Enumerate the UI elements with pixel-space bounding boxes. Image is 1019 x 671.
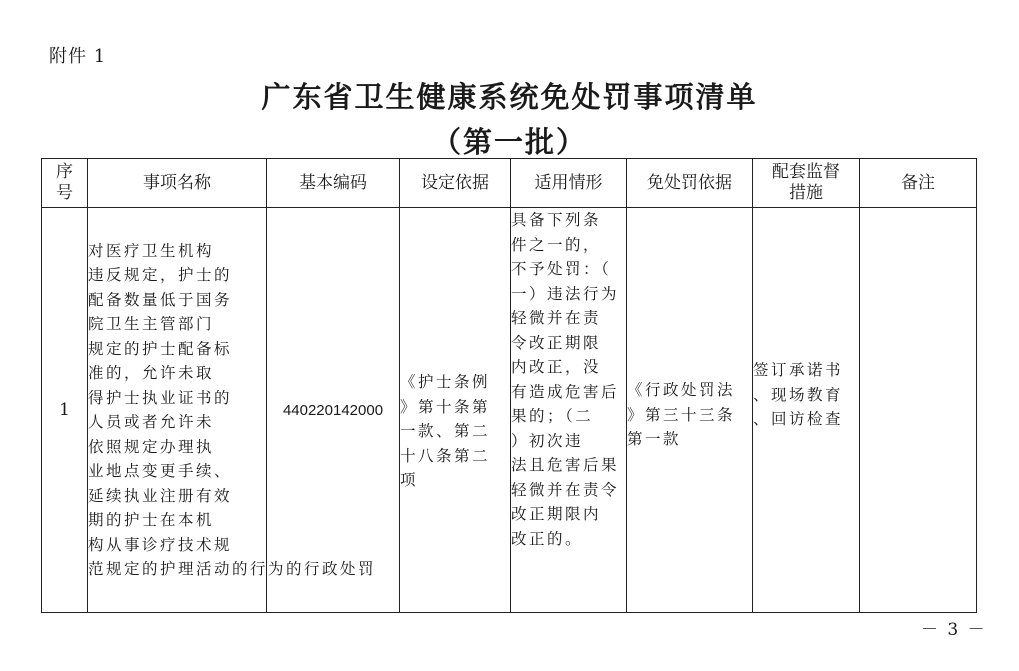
text-line: 、回访检查 (753, 410, 844, 428)
exemption-basis-text (627, 378, 752, 452)
text-line: 令改正期限 (511, 333, 602, 352)
page-number: － 3 － (921, 620, 987, 640)
text-line: 一款、第二 (400, 422, 491, 440)
col-header-remarks: 备注 (860, 159, 977, 208)
text-line: 法且危害后果 (511, 456, 620, 474)
cell-exemption-basis (627, 208, 753, 613)
text-line: 得护士执业证书的 (88, 388, 233, 407)
text-line: 件之一的， (511, 235, 602, 254)
text-line: 业地点变更手续、 (88, 462, 233, 480)
text-line: 改正期限内 (511, 505, 602, 523)
document-title: 广东省卫生健康系统免处罚事项清单 (261, 80, 758, 114)
text-line: 轻微并在责令 (511, 480, 620, 499)
text-line: 配备数量低于国务 (88, 290, 233, 309)
text-line: 具备下列条 (511, 211, 602, 229)
cell-applicable-situation (511, 208, 627, 613)
text-line: 违反规定，护士的 (88, 266, 233, 284)
text-line: 项 (400, 471, 419, 489)
cell-remarks (860, 208, 977, 613)
applicable-situation-text (511, 208, 626, 551)
text-line: 《行政处罚法 (627, 381, 736, 399)
col-header-item-name: 事项名称 (88, 159, 267, 208)
cell-seq: 1 (42, 208, 88, 613)
text-line: 不予处罚：（ (511, 260, 612, 278)
text-line: 规定的护士配备标 (88, 339, 233, 358)
table-row (42, 208, 977, 613)
text-line: 人员或者允许未 (88, 413, 215, 431)
col-header-applicable-situation: 适用情形 (511, 159, 627, 208)
col-header-exemption-basis: 免处罚依据 (627, 159, 753, 208)
text-line: 准的，允许未取 (88, 364, 215, 382)
cell-basis (400, 208, 511, 613)
col-header-supervision-measures: 配套监督 措施 (753, 159, 860, 208)
col-header-basis: 设定依据 (400, 159, 511, 208)
text-line: 》第三十三条 (627, 405, 736, 424)
text-line: 有造成危害后 (511, 382, 620, 401)
text-line: 》第十条第 (400, 397, 491, 416)
cell-basic-code: 440220142000 (267, 208, 400, 613)
text-line: ）初次违 (511, 431, 584, 450)
text-line: 内改正，没 (511, 358, 602, 376)
cell-supervision-measures (753, 208, 860, 613)
text-line: 《护士条例 (400, 373, 491, 391)
basis-text (400, 370, 510, 493)
text-line: 轻微并在责 (511, 309, 602, 327)
supervision-measures-text (753, 358, 859, 432)
text-line: 果的；（二 (511, 407, 594, 425)
text-line: 、现场教育 (753, 385, 844, 404)
document-subtitle: （第一批） (431, 125, 587, 159)
text-line: 签订承诺书 (753, 361, 844, 379)
exemption-list-table (41, 158, 977, 613)
text-line: 院卫生主管部门 (88, 315, 215, 333)
text-line: 对医疗卫生机构 (88, 241, 215, 260)
col-header-seq: 序 号 (42, 159, 88, 208)
table-header-row (42, 159, 977, 208)
text-line: 延续执业注册有效 (88, 486, 233, 505)
text-line: 构从事诊疗技术规 (88, 535, 233, 554)
text-line: 期的护士在本机 (88, 511, 215, 529)
text-line: 第一款 (627, 430, 682, 448)
col-header-basic-code: 基本编码 (267, 159, 400, 208)
attachment-label: 附件 1 (49, 46, 107, 67)
text-line: 范规定的护理活动的行为的行政处罚 (88, 560, 377, 578)
text-line: 改正的。 (511, 529, 584, 548)
text-line: 依照规定办理执 (88, 437, 215, 456)
text-line: 一）违法行为 (511, 284, 620, 303)
text-line: 十八条第二 (400, 446, 491, 465)
